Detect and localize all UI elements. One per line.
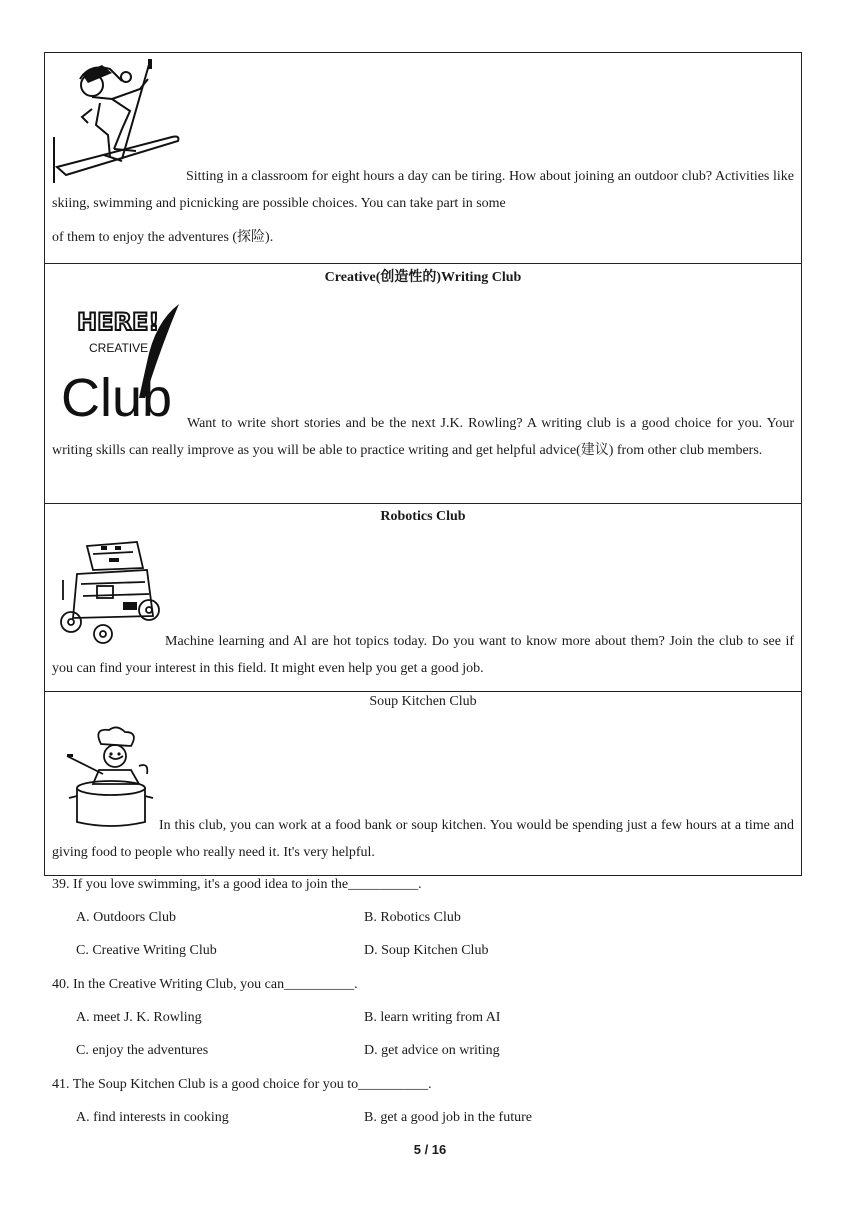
option-40-a: A. meet J. K. Rowling bbox=[76, 1010, 202, 1025]
club-description-creative-writing: Want to write short stories and be the next J.K. Rowling? A writing club is a good choice for you. Your writing skills can really improve as you will be able to practice writing and get helpful advice(建议) from other club members. bbox=[52, 416, 794, 458]
option-39-b: B. Robotics Club bbox=[364, 910, 461, 925]
creative-club-logo bbox=[59, 302, 183, 422]
svg-text:HERE!: HERE! bbox=[77, 308, 160, 336]
option-40-c: C. enjoy the adventures bbox=[76, 1043, 209, 1058]
club-row-creative-writing bbox=[45, 264, 801, 504]
option-40-d: D. get advice on writing bbox=[364, 1043, 500, 1058]
option-41-a: A. find interests in cooking bbox=[76, 1110, 229, 1125]
club-title: Robotics Club bbox=[380, 509, 466, 524]
question-39: 39. If you love swimming, it's a good idea to join the__________. bbox=[52, 877, 422, 892]
question-41: 41. The Soup Kitchen Club is a good choice for you to__________. bbox=[52, 1077, 432, 1092]
option-40-b: B. learn writing from AI bbox=[364, 1010, 501, 1025]
question-40: 40. In the Creative Writing Club, you can__________. bbox=[52, 977, 358, 992]
club-title: Soup Kitchen Club bbox=[369, 694, 477, 709]
club-description-robotics: Machine learning and Al are hot topics today. Do you want to know more about them? Join the club to see if you can find your interest in this field. It might even help you get a good job. bbox=[52, 634, 794, 676]
club-title: Creative(创造性的)Writing Club bbox=[324, 270, 522, 285]
option-39-a: A. Outdoors Club bbox=[76, 910, 176, 925]
page-number: 5 / 16 bbox=[413, 1142, 447, 1157]
option-39-c: C. Creative Writing Club bbox=[76, 943, 217, 958]
option-39-d: D. Soup Kitchen Club bbox=[364, 943, 489, 958]
club-row-outdoors bbox=[45, 53, 801, 264]
club-row-soup-kitchen bbox=[45, 692, 801, 877]
option-41-b: B. get a good job in the future bbox=[364, 1110, 532, 1125]
club-description-outdoors: Sitting in a classroom for eight hours a day can be tiring. How about joining an outdoor club? Activities like skiing, swimming and picnicking are possible choices. You can take part in some of them to enjoy the adventures (探险). bbox=[52, 169, 794, 245]
clubs-table bbox=[44, 52, 802, 876]
club-description-soup-kitchen: In this club, you can work at a food bank or soup kitchen. You would be spending just a few hours at a time and giving food to people who really need it. It's very helpful. bbox=[52, 818, 794, 860]
club-row-robotics bbox=[45, 504, 801, 692]
svg-text:Club: Club bbox=[61, 368, 173, 422]
svg-text:CREATIVE: CREATIVE bbox=[89, 341, 149, 355]
